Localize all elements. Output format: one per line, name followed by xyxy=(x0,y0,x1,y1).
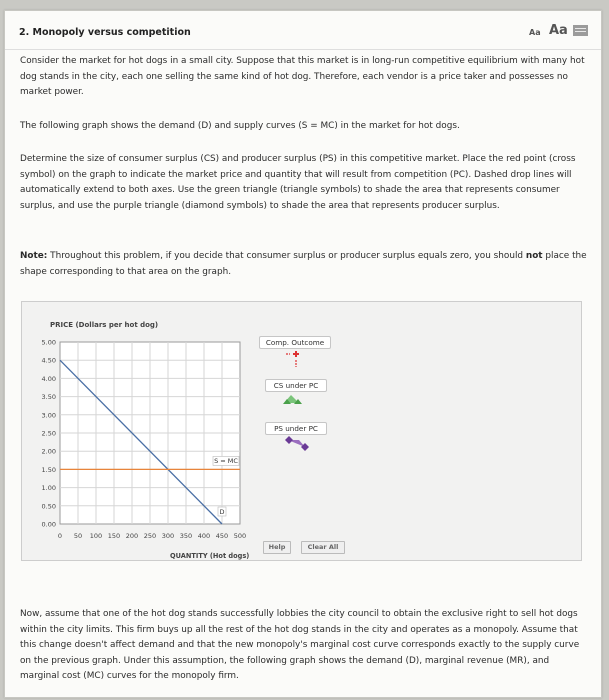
chart-grid xyxy=(60,342,240,524)
y-tick-label: 3.00 xyxy=(41,411,56,420)
monopoly-paragraph: Now, assume that one of the hot dog stands successfully lobbies the city council to obtain the exclusive right to sell hot dogs within the city limits. This firm buys up all the rest of the hot dog stands in the city and operates as a monopoly. Assume that this change doesn't affect demand and that the new monopoly's marginal cost curve corresponds exactly to the supply curve on the previous graph. Under this assumption, the following graph shows the demand (D), marginal revenue (MR), and marginal cost (MC) curves for the monopoly firm. xyxy=(20,609,580,682)
x-tick-label: 300 xyxy=(161,532,175,540)
question-title: 2. Monopoly versus competition xyxy=(19,27,191,38)
pc-cross-tool-icon[interactable] xyxy=(285,348,305,370)
note-text-2: place the shape corresponding to that area on the graph. xyxy=(20,251,587,277)
x-tick-label: 350 xyxy=(179,532,193,540)
supply-label: S = MC xyxy=(214,457,238,466)
y-tick-label: 2.00 xyxy=(41,447,56,456)
ps-diamond-tool-icon[interactable] xyxy=(285,435,319,451)
y-tick-label: 2.50 xyxy=(41,429,56,438)
y-tick-label: 0.50 xyxy=(41,502,56,511)
help-button[interactable]: Help xyxy=(263,541,291,554)
x-tick-labels xyxy=(58,532,246,540)
note-paragraph xyxy=(20,249,590,280)
x-tick-label: 450 xyxy=(215,532,229,540)
x-tick-label: 200 xyxy=(125,532,139,540)
cs-triangle-tool-icon[interactable] xyxy=(281,392,315,406)
x-tick-label: 500 xyxy=(233,532,247,540)
demand-label: D xyxy=(219,508,225,516)
y-axis-label: PRICE (Dollars per hot dog) xyxy=(50,321,159,329)
y-tick-label: 5.00 xyxy=(41,338,56,347)
menu-icon[interactable] xyxy=(573,25,588,36)
font-decrease-button[interactable]: Aa xyxy=(529,28,541,37)
x-tick-label: 100 xyxy=(89,532,103,540)
y-tick-label: 3.50 xyxy=(41,393,56,402)
comp-outcome-label: Comp. Outcome xyxy=(259,336,331,349)
font-increase-button[interactable]: Aa xyxy=(549,23,568,38)
y-tick-label: 4.50 xyxy=(41,356,56,365)
question-panel xyxy=(4,10,602,698)
note-label: Note: xyxy=(20,251,48,261)
clear-all-button[interactable]: Clear All xyxy=(301,541,345,554)
x-tick-label: 50 xyxy=(73,532,83,540)
instructions-paragraph: Determine the size of consumer surplus (CS) and producer surplus (PS) in this competitive market. Place the red point (cross symbol) on the graph to indicate the market price and quantity that will result from competition (PC). Dashed drop lines will automatically extend to both axes. Use the green triangle (triangle symbols) to shade the area that represents consumer surplus, and use the purple triangle (diamond symbols) to shade the area that represents producer surplus. xyxy=(20,154,576,211)
x-axis-label: QUANTITY (Hot dogs) xyxy=(170,552,250,560)
x-tick-label: 0 xyxy=(57,532,63,540)
note-bold: not xyxy=(525,251,543,261)
x-tick-label: 150 xyxy=(107,532,121,540)
note-text-1: Throughout this problem, if you decide that consumer surplus or producer surplus equals zero, you should xyxy=(47,251,526,261)
y-tick-label: 1.00 xyxy=(41,484,56,493)
y-tick-label: 1.50 xyxy=(41,465,56,474)
question-header xyxy=(5,11,601,50)
x-tick-label: 250 xyxy=(143,532,157,540)
intro-paragraph-1: Consider the market for hot dogs in a small city. Suppose that this market is in long-run competitive equilibrium with many hot dog stands in the city, each one selling the same kind of hot dog. Therefore, each vendor is a price taker and possesses no market power. xyxy=(20,56,585,98)
ps-under-pc-label: PS under PC xyxy=(265,422,327,435)
intro-paragraph-2: The following graph shows the demand (D) and supply curves (S = MC) in the market for hot dogs. xyxy=(20,121,460,131)
y-tick-label: 0.00 xyxy=(41,520,56,529)
x-tick-label: 400 xyxy=(197,532,211,540)
y-tick-labels xyxy=(42,339,56,529)
cs-under-pc-label: CS under PC xyxy=(265,379,327,392)
y-tick-label: 4.00 xyxy=(41,374,56,383)
